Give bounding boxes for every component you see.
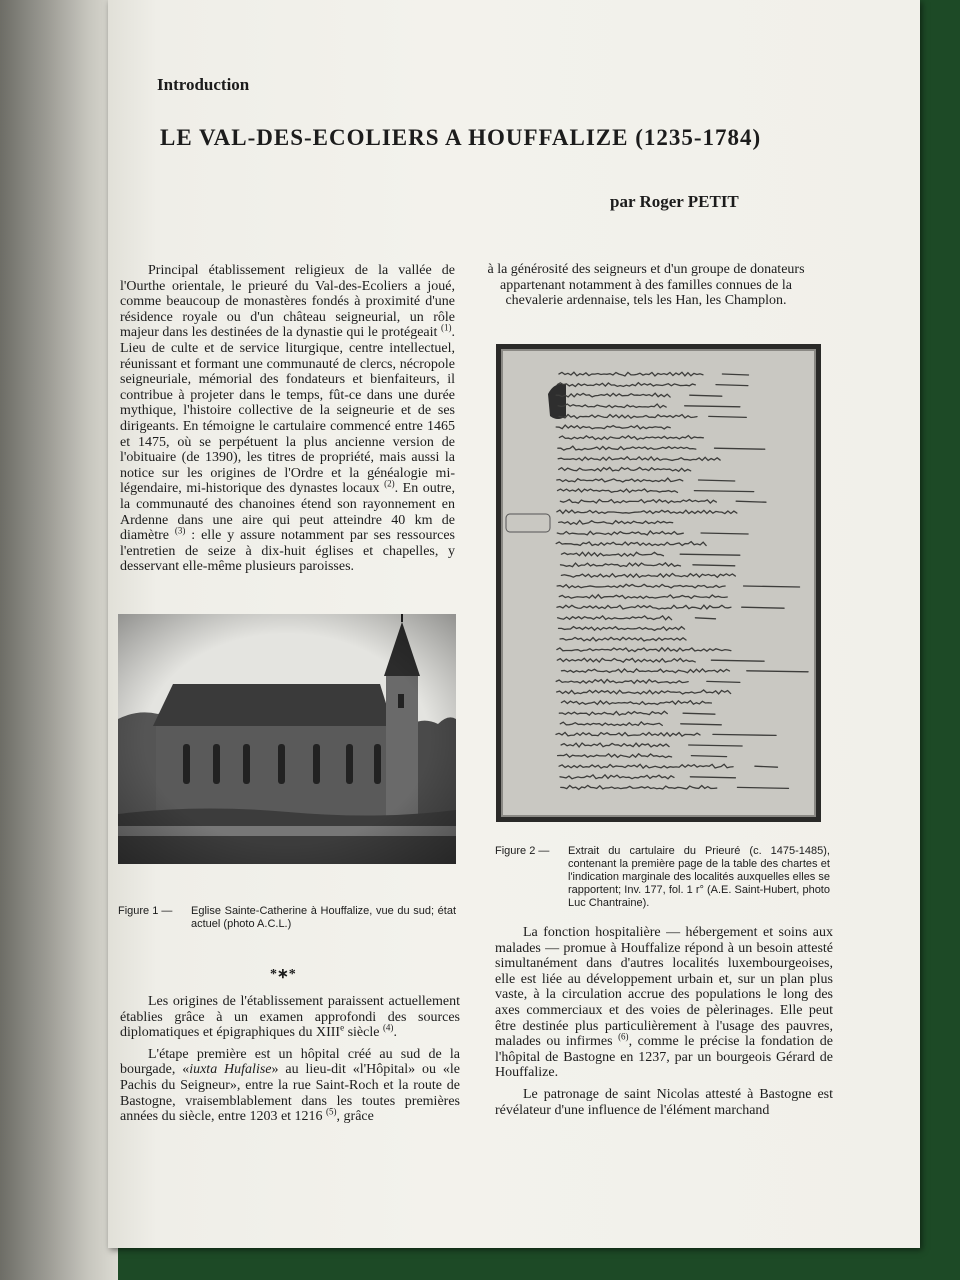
paragraph-patronage: Le patronage de saint Nicolas attesté à Bastogne est révélateur d'une influence de l'élément marchand [495, 1086, 833, 1118]
figure-1-caption [118, 905, 463, 931]
text-column-right-top: à la générosité des seigneurs et d'un groupe de donateurs appartenant notamment à des familles connues de la chevalerie ardennaise, tels les Han, les Champlon. [487, 262, 805, 309]
church-photo [118, 614, 456, 864]
article-title: LE VAL-DES-ECOLIERS A HOUFFALIZE (1235-1784) [160, 125, 762, 150]
manuscript-image [496, 344, 821, 822]
book-spine [0, 0, 118, 1280]
text-column-left-bottom [120, 994, 460, 1131]
article-author: par Roger PETIT [610, 192, 739, 211]
figure-2-text: Extrait du cartulaire du Prieuré (c. 1475-1485), contenant la première page de la table des chartes et l'indication marginale des localités auxquelles elles se rapportent; Inv. 177, fol. 1 r° (A.E. Saint-Hubert, photo Luc Chantraine). [568, 845, 830, 909]
text-column-left-top [120, 263, 455, 575]
text-column-right-bottom [495, 925, 833, 1124]
footnote-ref: (5) [326, 1106, 337, 1117]
footnote-ref: (4) [382, 1022, 394, 1033]
figure-2-caption [495, 845, 840, 910]
section-separator: *∗* [270, 967, 296, 982]
paragraph-origins: Les origines de l'établissement paraissent actuellement établies grâce à un examen approfondi des sources diplomatiques et épigraphiques du XIIIe siècle $^{(4)}$. [120, 994, 460, 1041]
figure-1-text: Eglise Sainte-Catherine à Houffalize, vue du sud; état actuel (photo A.C.L.) [191, 905, 456, 930]
section-label: Introduction [157, 75, 250, 94]
paragraph-intro: Principal établissement religieux de la vallée de l'Ourthe orientale, le prieuré du Val-des-Ecoliers a joué, comme beaucoup de monastères fondés à proximité d'une résidence royale ou d'un château seigneurial, un rôle majeur dans les destinées de la dynastie qui le protégeait $^{(1)}$. Lieu de culte et de service liturgique, centre intellectuel, réunissant et formant une communauté de clercs, nécropole seigneuriale, mémorial des fondateurs et bienfaiteurs, il contribue à projeter dans le temps, fût-ce dans une durée mythique, l'histoire collective de la seigneurie et de ses dirigeants. En témoigne le cartulaire commencé entre 1465 et 1475, où se perpétuent la plus ancienne version de l'obituaire (de 1390), les titres de propriété, mais aussi la notice sur les origines de l'Ordre et la généalogie mi-légendaire, mi-historique des dynastes locaux $^{(2)}$. En outre, la communauté des chanoines étend son rayonnement en Ardenne dans une aire qui peut atteindre 40 km de diamètre $^{(3)}$ : elle y assure notamment par ses ressources l'entretien de seize à dix-huit églises et chapelles, y desservant elle-même plusieurs paroisses. [120, 263, 456, 575]
paragraph-hospital-function: La fonction hospitalière — hébergement et soins aux malades — promue à Houffalize répond à un besoin attesté simultanément dans d'autres localités luxembourgeoises, elle est liée au développement urbain et, sur un plan plus vaste, à la circulation accrue des populations le long des axes commerciaux et des voies de pèlerinages. Elle peut être destinée plus particulièrement à l'usage des pauvres, malades ou infirmes $^{(6)}$, comme le précise la fondation de l'hôpital de Bastogne en 1237, par un bourgeois Gérard de Houffalize. [495, 925, 834, 1081]
paragraph-hospital: L'étape première est un hôpital créé au sud de la bourgade, «iuxta Hufalise» au lieu-dit «l'Hôpital» ou «le Pachis du Seigneur», entre la rue Saint-Roch et la route de Bastogne, vraisemblablement dans les toutes premières années du siècle, entre 1203 et 1216 $^{(5)}$, grâce [120, 1046, 460, 1125]
figure-1-label: Figure 1 — [118, 905, 173, 917]
footnote-ref: (3) [174, 525, 186, 536]
footnote-ref: (1) [441, 322, 452, 333]
figure-2-label: Figure 2 — [495, 845, 550, 857]
footnote-ref: (6) [618, 1031, 629, 1042]
footnote-ref: (2) [384, 478, 395, 489]
